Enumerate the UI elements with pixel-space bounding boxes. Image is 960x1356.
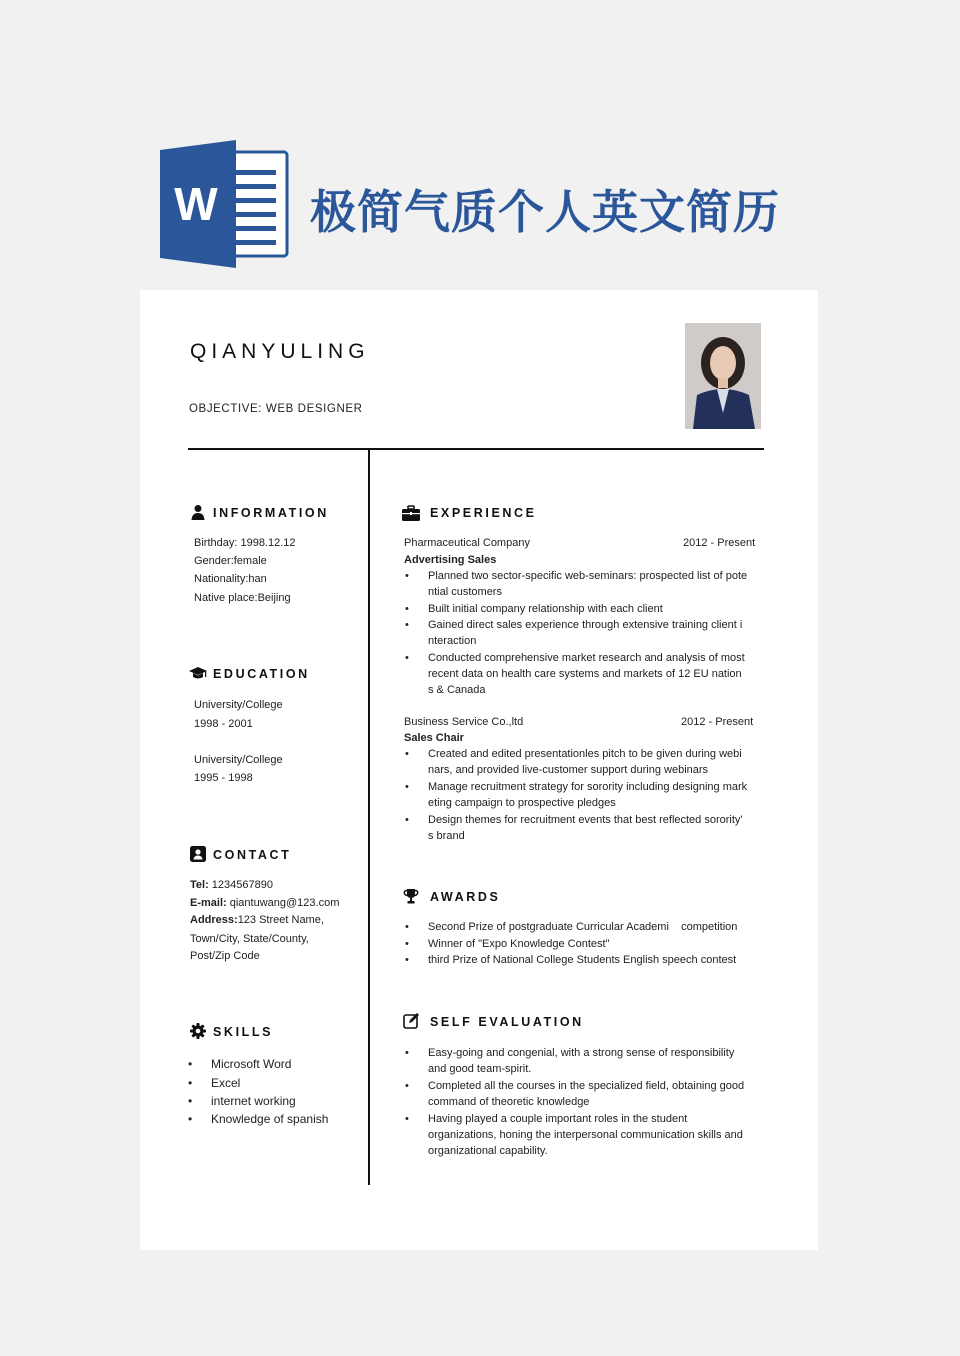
contact-tel-label: Tel: xyxy=(190,879,209,891)
resume-objective: OBJECTIVE: WEB DESIGNER xyxy=(189,403,363,415)
contact-address-line3: Post/Zip Code xyxy=(190,950,260,962)
word-logo-icon xyxy=(160,140,290,268)
contact-email-label: E-mail: xyxy=(190,897,227,909)
contact-email-value: qiantuwang@123.com xyxy=(226,897,340,909)
bullet: • xyxy=(405,748,409,760)
job-2-role: Sales Chair xyxy=(404,732,464,744)
bullet: • xyxy=(405,814,409,826)
trophy-icon xyxy=(403,888,419,904)
job-1-bullet: • Gained direct sales experience through extensive training client i nteraction xyxy=(405,619,743,648)
skill-item: • Knowledge of spanish xyxy=(211,1110,328,1129)
education-years-1: 1998 - 2001 xyxy=(194,718,253,730)
job-2-bullet: • Created and edited presentationles pitch to be given during webi nars, and provided live-customer support during webinars xyxy=(405,748,742,777)
skill-item: • Excel xyxy=(211,1074,240,1093)
edit-icon xyxy=(403,1013,419,1029)
job-1-role: Advertising Sales xyxy=(404,554,497,566)
self-evaluation-item: • Having played a couple important roles in the student organizations, honing the interpersonal communication skills and organizational capability. xyxy=(405,1113,743,1158)
contact-address-line2: Town/City, State/County, xyxy=(190,933,309,945)
info-gender: Gender:female xyxy=(194,555,267,567)
banner xyxy=(160,140,800,270)
resume-page xyxy=(140,290,818,1250)
bullet: • xyxy=(405,954,409,966)
award-item: • third Prize of National College Students English speech contest xyxy=(428,952,763,968)
banner-title: 极简气质个人英文简历 xyxy=(310,185,780,239)
education-title: EDUCATION xyxy=(213,667,310,681)
job-2-company: Business Service Co.,ltd xyxy=(404,716,524,728)
contact-tel xyxy=(190,876,273,894)
self-evaluation-title: SELF EVALUATION xyxy=(430,1015,584,1029)
self-evaluation-item: • Completed all the courses in the specialized field, obtaining good command of theoretic knowledge xyxy=(405,1080,745,1109)
education-years-2: 1995 - 1998 xyxy=(194,772,253,784)
bullet: • xyxy=(188,1076,193,1090)
info-nationality: Nationality:han xyxy=(194,573,267,585)
profile-photo xyxy=(685,323,761,429)
skill-item: • internet working xyxy=(211,1092,296,1111)
bullet: • xyxy=(405,603,409,615)
graduation-cap-icon xyxy=(189,665,207,681)
contact-card-icon xyxy=(190,846,206,862)
job-2-dates: 2012 - Present xyxy=(681,716,754,728)
bullet: • xyxy=(405,781,409,793)
bullet: • xyxy=(188,1112,193,1126)
job-1-company: Pharmaceutical Company xyxy=(404,537,530,549)
job-2-bullet: • Manage recruitment strategy for sorority including designing mark eting campaign to prospective pledges xyxy=(405,781,748,810)
job-1-bullet: • Planned two sector-specific web-seminars: prospected list of pote ntial customers xyxy=(405,570,748,599)
column-divider xyxy=(368,450,370,1185)
contact-email xyxy=(190,894,339,912)
award-item: • Winner of "Expo Knowledge Contest" xyxy=(428,936,763,952)
briefcase-icon xyxy=(402,505,420,521)
bullet: • xyxy=(405,570,409,582)
bullet: • xyxy=(405,921,409,933)
header-divider xyxy=(188,448,764,450)
info-native-place: Native place:Beijing xyxy=(194,592,291,604)
bullet: • xyxy=(188,1057,193,1071)
skill-item: • Microsoft Word xyxy=(211,1055,291,1074)
award-item: • Second Prize of postgraduate Curricular Academi competition xyxy=(428,919,763,935)
job-2-bullet: • Design themes for recruitment events that best reflected sorority' s brand xyxy=(405,814,743,843)
job-1-bullet: • Conducted comprehensive market research and analysis of most recent data on health care systems and markets of 12 EU nation s & Canada xyxy=(405,652,745,697)
skills-title: SKILLS xyxy=(213,1025,274,1039)
contact-title: CONTACT xyxy=(213,848,292,862)
bullet: • xyxy=(188,1094,193,1108)
bullet: • xyxy=(405,1047,409,1059)
education-school-1: University/College xyxy=(194,699,283,711)
bullet: • xyxy=(405,1080,409,1092)
person-icon xyxy=(190,504,206,520)
job-1-bullet: • Built initial company relationship with each client xyxy=(428,601,763,617)
education-school-2: University/College xyxy=(194,754,283,766)
contact-address xyxy=(190,911,324,929)
word-logo-letter: W xyxy=(174,178,218,230)
contact-tel-value: 1234567890 xyxy=(208,879,273,891)
job-1-dates: 2012 - Present xyxy=(683,537,756,549)
gear-icon xyxy=(190,1023,206,1039)
resume-name: QIANYULING xyxy=(190,340,370,363)
bullet: • xyxy=(405,1113,409,1125)
self-evaluation-item: • Easy-going and congenial, with a strong sense of responsibility and good team-spirit. xyxy=(405,1047,735,1076)
contact-address-label: Address: xyxy=(190,914,238,926)
bullet: • xyxy=(405,938,409,950)
contact-address-value: 123 Street Name, xyxy=(237,914,324,926)
information-title: INFORMATION xyxy=(213,506,329,520)
bullet: • xyxy=(405,652,409,664)
info-birthday: Birthday: 1998.12.12 xyxy=(194,537,296,549)
awards-title: AWARDS xyxy=(430,890,501,904)
experience-title: EXPERIENCE xyxy=(430,506,537,520)
bullet: • xyxy=(405,619,409,631)
